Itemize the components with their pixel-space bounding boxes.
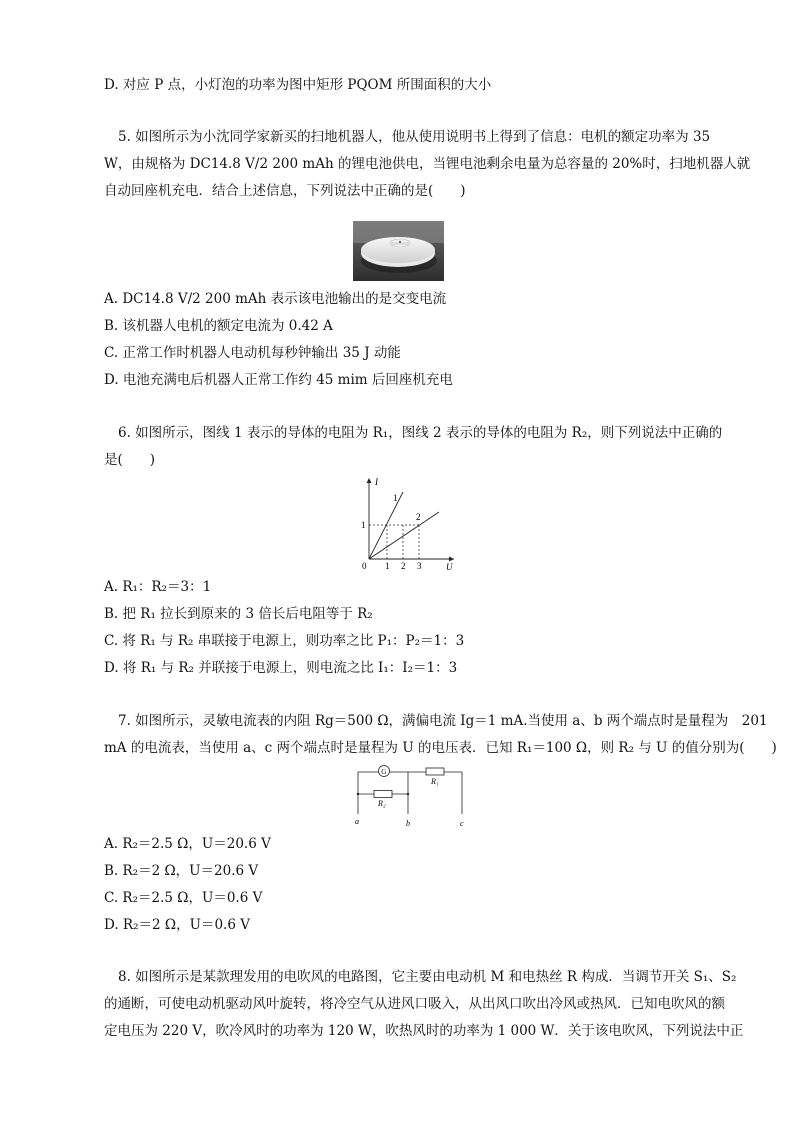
line-1 xyxy=(369,492,403,559)
terminal-b-label: b xyxy=(406,819,410,828)
resistor-r2 xyxy=(374,791,392,798)
line-2-label: 2 xyxy=(416,512,421,522)
y-axis-arrow xyxy=(367,478,372,483)
q6-option-c: C. 将 R₁ 与 R₂ 串联接于电源上，则功率之比 P₁：P₂＝1：3 xyxy=(104,633,465,649)
junction-left xyxy=(357,793,359,795)
q5-stem-line-3: 自动回座机充电．结合上述信息，下列说法中正确的是( ) xyxy=(104,183,466,199)
q6-option-d: D. 将 R₁ 与 R₂ 并联接于电源上，则电流之比 I₁：I₂＝1：3 xyxy=(104,660,458,676)
q7-option-b: B. R₂＝2 Ω，U＝20.6 V xyxy=(104,863,259,879)
q8-stem-line-2: 的通断，可使电动机驱动风叶旋转，将冷空气从进风口吸入，从出风口吹出冷风或热风．已知电吹风的额 xyxy=(104,996,725,1012)
q6-stem-line-2: 是( ) xyxy=(104,452,156,468)
q6-option-b: B. 把 R₁ 拉长到原来的 3 倍长后电阻等于 R₂ xyxy=(104,606,373,622)
q6-iu-graph xyxy=(358,474,458,572)
q7-circuit-diagram xyxy=(350,762,470,828)
x-axis-arrow xyxy=(449,557,454,562)
line-2 xyxy=(369,512,439,559)
q7-stem-line-1: 7. 如图所示，灵敏电流表的内阻 Rg＝500 Ω，满偏电流 Ig＝1 mA.当使用 a、b 两个端点时是量程为 201 xyxy=(118,713,768,729)
q6-stem-line-1: 6. 如图所示，图线 1 表示的导体的电阻为 R₁，图线 2 表示的导体的电阻为 R₂，则下列说法中正确的 xyxy=(118,425,723,441)
q6-option-a: A. R₁：R₂＝3：1 xyxy=(104,579,212,595)
q7-stem-line-2: mA 的电流表，当使用 a、c 两个端点时是量程为 U 的电压表．已知 R₁＝100 Ω，则 R₂ 与 U 的值分别为( ) xyxy=(104,740,777,756)
robot-vacuum-photo xyxy=(353,221,444,281)
q5-option-a: A. DC14.8 V/2 200 mAh 表示该电池输出的是交变电流 xyxy=(104,291,447,307)
q5-option-c: C. 正常工作时机器人电动机每秒钟输出 35 J 动能 xyxy=(104,345,401,361)
q4-option-d: D. 对应 P 点，小灯泡的功率为图中矩形 PQOM 所围面积的大小 xyxy=(104,77,492,93)
x-tick-2: 2 xyxy=(401,561,406,571)
q5-stem-line-2: W，由规格为 DC14.8 V/2 200 mAh 的锂电池供电，当锂电池剩余电量为总容量的 20%时，扫地机器人就 xyxy=(104,156,751,172)
resistor-r2-label: R₂ xyxy=(378,799,386,808)
q8-stem-line-1: 8. 如图所示是某款理发用的电吹风的电路图，它主要由电动机 M 和电热丝 R 构成．当调节开关 S₁、S₂ xyxy=(118,969,737,985)
q5-option-b: B. 该机器人电机的额定电流为 0.42 A xyxy=(104,318,333,334)
resistor-r1 xyxy=(426,768,444,775)
q7-option-a: A. R₂＝2.5 Ω，U＝20.6 V xyxy=(104,836,271,852)
resistor-r1-label: R₁ xyxy=(431,777,439,786)
origin-label: 0 xyxy=(362,561,367,571)
x-tick-1: 1 xyxy=(385,561,390,571)
y-tick-1: 1 xyxy=(361,520,366,530)
y-axis-label: I xyxy=(375,477,378,487)
x-tick-3: 3 xyxy=(417,561,422,571)
q7-option-d: D. R₂＝2 Ω，U＝0.6 V xyxy=(104,917,250,933)
line-1-label: 1 xyxy=(393,493,398,503)
q8-stem-line-3: 定电压为 220 V，吹冷风时的功率为 120 W，吹热风时的功率为 1 000 W．关于该电吹风，下列说法中正 xyxy=(104,1023,744,1039)
junction-right xyxy=(407,793,409,795)
q7-option-c: C. R₂＝2.5 Ω，U＝0.6 V xyxy=(104,890,263,906)
galvanometer-label: G xyxy=(381,768,387,776)
q5-stem-line-1: 5. 如图所示为小沈同学家新买的扫地机器人，他从使用说明书上得到了信息：电机的额定功率为 35 xyxy=(118,129,711,145)
q5-option-d: D. 电池充满电后机器人正常工作约 45 mim 后回座机充电 xyxy=(104,372,453,388)
x-axis-label: U xyxy=(446,562,453,572)
terminal-c-label: c xyxy=(460,819,464,828)
terminal-a-label: a xyxy=(355,817,359,826)
